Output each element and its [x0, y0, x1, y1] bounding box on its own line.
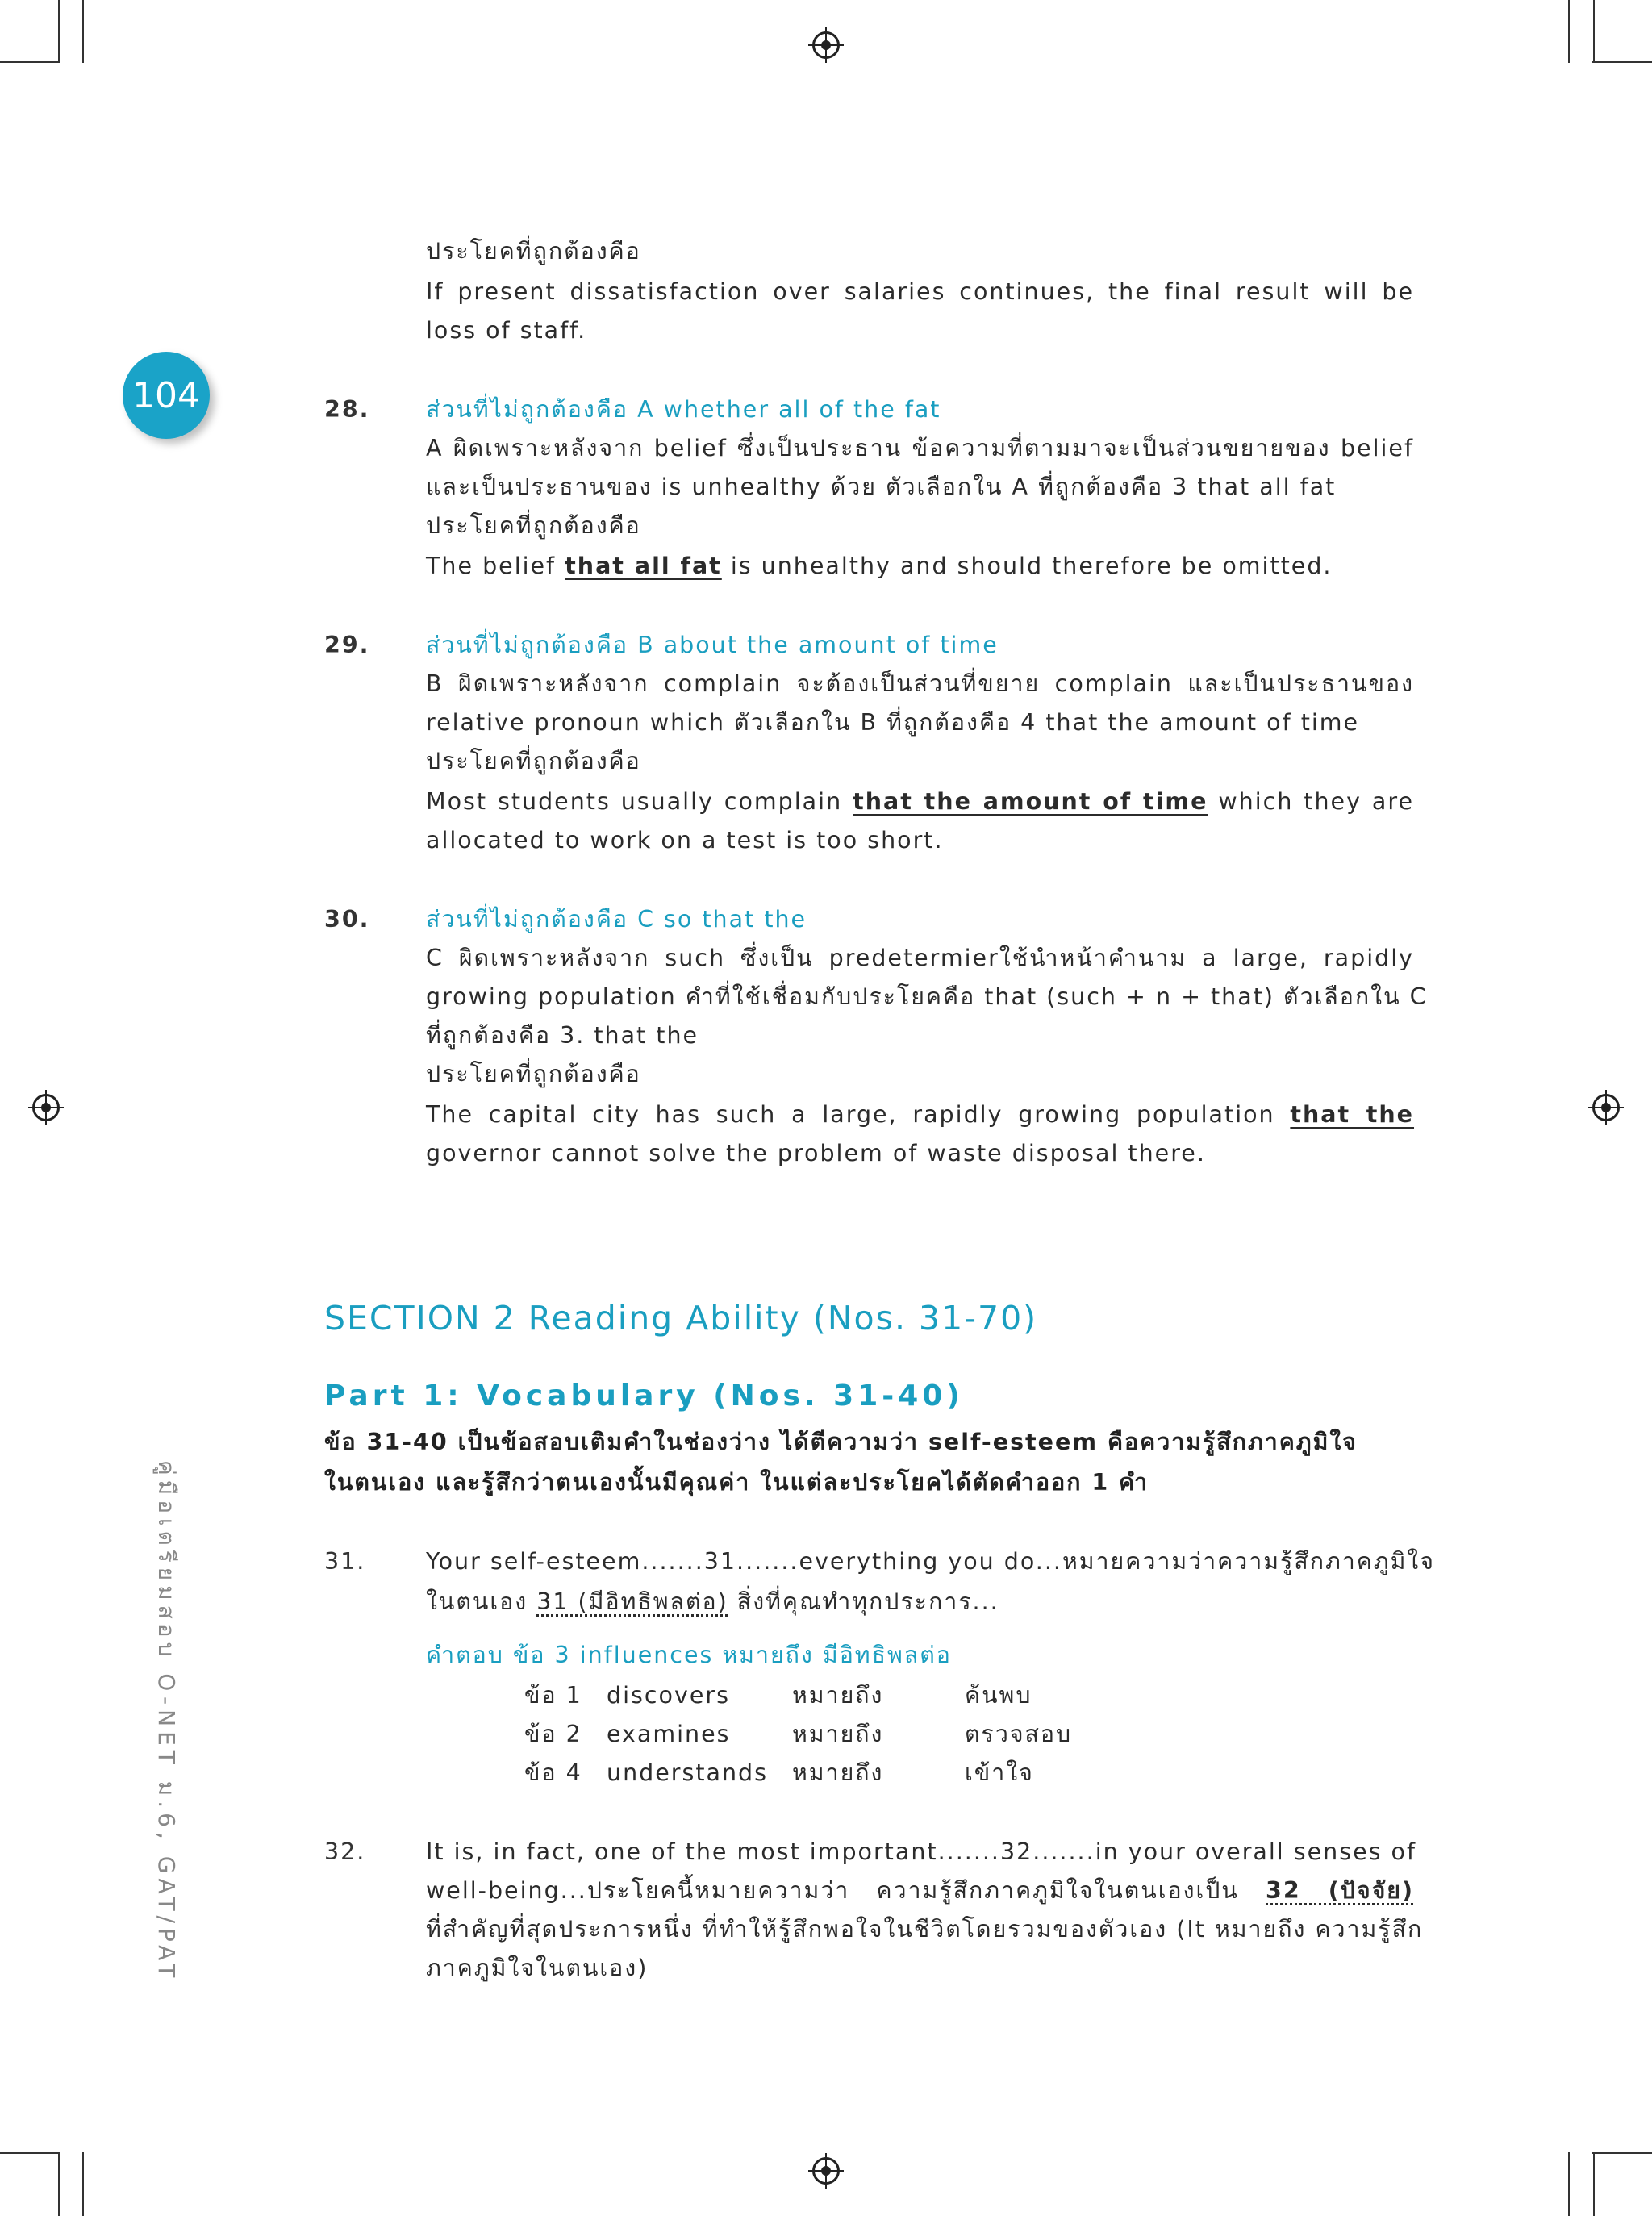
option-thai: เข้าใจ [965, 1759, 1034, 1786]
page-number-badge: 104 [123, 352, 210, 439]
question-text: in your overall senses of [1095, 1838, 1416, 1865]
correct-sentence-label: ประโยคที่ถูกต้องคือ [426, 748, 641, 774]
crop-mark [0, 61, 60, 63]
correct-sentence [426, 782, 1414, 821]
underlined-answer: that all fat [565, 553, 722, 579]
question-text: well-being...ประโยคนี้หมายความว่า ความรู้สึกภาคภูมิใจในตนเองเป็น [426, 1877, 1266, 1904]
option-number: ข้อ 4 [524, 1759, 582, 1786]
option-thai: ตรวจสอบ [965, 1721, 1073, 1747]
part-heading: Part 1: Vocabulary (Nos. 31-40) [324, 1379, 964, 1413]
question-line: ที่สำคัญที่สุดประการหนึ่ง ที่ทำให้รู้สึกพอใจในชีวิตโดยรวมของตัวเอง (It หมายถึง ความรู้สึก [426, 1916, 1424, 1943]
option-means: หมายถึง [792, 1682, 884, 1709]
question-number: 32. [324, 1838, 366, 1865]
side-book-title: คู่มือเตรียมสอบ O-NET ม.6, GAT/PAT [153, 1460, 180, 1983]
option-thai: ค้นพบ [965, 1682, 1032, 1709]
crop-mark [1592, 61, 1652, 63]
blank-32: .......32....... [937, 1838, 1095, 1865]
question-text: Your self-esteem [426, 1548, 642, 1575]
explanation-line: growing population คำที่ใช้เชื่อมกับประโยคคือ that (such + n + that) ตัวเลือกใน C [426, 983, 1428, 1010]
crop-mark [1592, 2152, 1652, 2154]
crop-mark [1568, 2152, 1570, 2216]
underlined-answer: that the amount of time [853, 788, 1208, 815]
option-number: ข้อ 1 [524, 1682, 582, 1709]
blank-31: .......31....... [641, 1548, 799, 1575]
crop-mark [0, 2152, 60, 2154]
underlined-answer: that the [1290, 1101, 1415, 1128]
question-line: ภาคภูมิใจในตนเอง) [426, 1955, 649, 1981]
correct-sentence-label: ประโยคที่ถูกต้องคือ [426, 512, 641, 539]
correct-sentence: If present dissatisfaction over salaries continues, the final result will be [426, 278, 1414, 305]
explanation-line: relative pronoun which ตัวเลือกใน B ที่ถูกต้องคือ 4 that the amount of time [426, 709, 1360, 736]
question-text: It is, in fact, one of the most important [426, 1838, 938, 1865]
question-text: สิ่งที่คุณทำทุกประการ... [728, 1588, 999, 1615]
question-line [426, 1583, 1414, 1621]
explanation-line: ที่ถูกต้องคือ 3. that the [426, 1022, 699, 1049]
answer-line: คำตอบ ข้อ 3 influences หมายถึง มีอิทธิพลต่อ [426, 1642, 952, 1668]
correct-sentence-label: ประโยคที่ถูกต้องคือ [426, 238, 641, 265]
sentence-text: The belief [426, 553, 565, 579]
instruction-line: ข้อ 31-40 เป็นข้อสอบเติมคำในช่องว่าง ได้ตีความว่า self-esteem คือความรู้สึกภาคภูมิใจ [324, 1429, 1358, 1455]
question-number: 29. [324, 632, 370, 658]
correct-sentence [426, 1095, 1414, 1134]
crop-mark [1568, 0, 1570, 63]
dotted-answer: 31 (มีอิทธิพลต่อ) [536, 1588, 728, 1615]
sentence-text: The capital city has such a large, rapidly growing population [426, 1101, 1291, 1128]
correct-sentence: governor cannot solve the problem of waste disposal there. [426, 1140, 1206, 1166]
crop-mark [58, 2152, 60, 2216]
question-line [426, 1833, 1414, 1872]
option-number: ข้อ 2 [524, 1721, 582, 1747]
question-line [426, 1542, 1435, 1581]
registration-mark-icon [32, 1094, 60, 1121]
crop-mark [1593, 0, 1595, 63]
registration-mark-icon [1592, 1094, 1620, 1121]
option-means: หมายถึง [792, 1721, 884, 1747]
section-heading: SECTION 2 Reading Ability (Nos. 31-70) [324, 1299, 1038, 1338]
question-heading: ส่วนที่ไม่ถูกต้องคือ B about the amount of time [426, 632, 999, 658]
registration-mark-icon [812, 2157, 840, 2185]
option-word: discovers [607, 1682, 730, 1709]
instruction-line: ในตนเอง และรู้สึกว่าตนเองนั้นมีคุณค่า ในแต่ละประโยคได้ตัดคำออก 1 คำ [324, 1469, 1149, 1496]
explanation-line: A ผิดเพราะหลังจาก belief ซึ่งเป็นประธาน ข้อความที่ตามมาจะเป็นส่วนขยายของ belief [426, 435, 1414, 461]
explanation-line: B ผิดเพราะหลังจาก complain จะต้องเป็นส่วนที่ขยาย complain และเป็นประธานของ [426, 670, 1414, 697]
question-number: 31. [324, 1548, 366, 1575]
explanation-line: C ผิดเพราะหลังจาก such ซึ่งเป็น predetermierใช้นำหน้าคำนาม a large, rapidly [426, 945, 1414, 971]
question-heading: ส่วนที่ไม่ถูกต้องคือ C so that the [426, 906, 807, 933]
crop-mark [1593, 2152, 1595, 2216]
sentence-text: is unhealthy and should therefore be omitted. [721, 553, 1333, 579]
correct-sentence: loss of staff. [426, 317, 587, 344]
correct-sentence-label: ประโยคที่ถูกต้องคือ [426, 1061, 641, 1087]
question-number: 28. [324, 396, 370, 423]
explanation-line: และเป็นประธานของ is unhealthy ด้วย ตัวเลือกใน A ที่ถูกต้องคือ 3 that all fat [426, 474, 1337, 500]
registration-mark-icon [812, 31, 840, 59]
question-line [426, 1872, 1414, 1910]
correct-sentence: allocated to work on a test is too short. [426, 827, 944, 853]
sentence-text: Most students usually complain [426, 788, 853, 815]
crop-mark [58, 0, 60, 63]
question-heading: ส่วนที่ไม่ถูกต้องคือ A whether all of the fat [426, 396, 941, 423]
crop-mark [82, 0, 84, 63]
question-text: ในตนเอง [426, 1588, 537, 1615]
option-word: understands [607, 1759, 768, 1786]
option-means: หมายถึง [792, 1759, 884, 1786]
option-word: examines [607, 1721, 731, 1747]
question-text: everything you do...หมายความว่าความรู้สึกภาคภูมิใจ [799, 1548, 1435, 1575]
sentence-text: which they are [1208, 788, 1414, 815]
dotted-answer: 32 (ปัจจัย) [1266, 1877, 1414, 1904]
question-number: 30. [324, 906, 370, 933]
correct-sentence [426, 547, 1414, 586]
crop-mark [82, 2152, 84, 2216]
